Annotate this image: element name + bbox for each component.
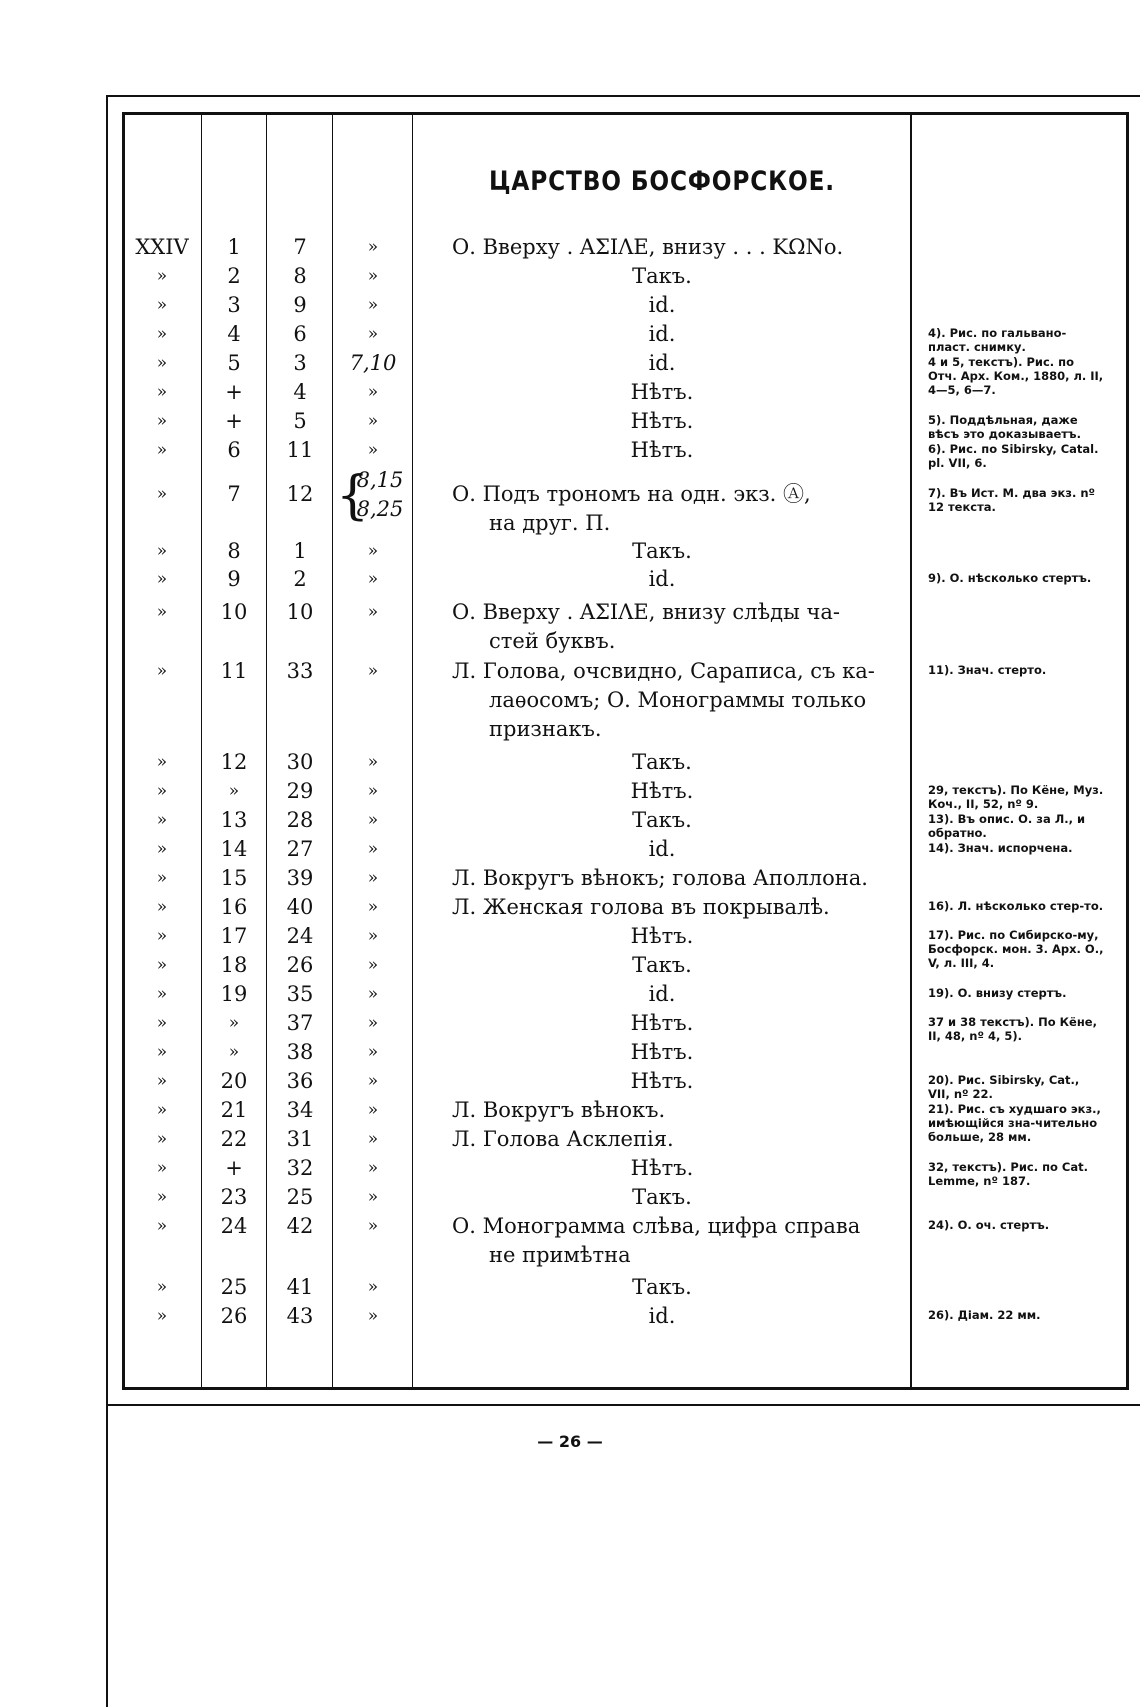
number-cell: 5 xyxy=(227,351,241,375)
description-line: Нѣтъ. xyxy=(630,380,694,404)
footnote-cell: 37 и 38 текстъ). По Кёне, II, 48, nº 4, 5). xyxy=(928,1015,1097,1043)
series-cell: » xyxy=(156,266,168,286)
description-cell xyxy=(452,565,872,594)
table-row xyxy=(0,565,1140,595)
table-row xyxy=(0,1009,1140,1043)
series-cell: » xyxy=(156,484,168,504)
table-row xyxy=(0,1067,1140,1101)
reference-cell: 26 xyxy=(286,953,314,977)
description-cell xyxy=(452,951,872,980)
extra-cell: » xyxy=(367,569,379,589)
series-cell: » xyxy=(156,1277,168,1297)
reference-cell: 35 xyxy=(286,982,314,1006)
extra-cell: » xyxy=(367,1158,379,1178)
table-row xyxy=(0,980,1140,1010)
number-cell: 23 xyxy=(220,1185,248,1209)
description-cell xyxy=(452,835,872,864)
description-line: не примѣтна xyxy=(489,1243,631,1267)
table-row xyxy=(0,1125,1140,1155)
description-line: Такъ. xyxy=(632,1185,692,1209)
reference-cell: 28 xyxy=(286,808,314,832)
description-cell xyxy=(452,291,872,320)
description-line: стей буквъ. xyxy=(489,629,616,653)
table-row xyxy=(0,777,1140,811)
description-line: Л. Голова, очсвидно, Сараписа, съ ка- xyxy=(452,659,875,683)
number-cell: 18 xyxy=(220,953,248,977)
description-line: Л. Женская голова въ покрывалѣ. xyxy=(452,895,830,919)
extra-cell: » xyxy=(367,752,379,772)
description-line: Нѣтъ. xyxy=(630,924,694,948)
description-cell xyxy=(452,1302,872,1331)
series-cell: » xyxy=(156,752,168,772)
number-cell: 16 xyxy=(220,895,248,919)
description-line: Такъ. xyxy=(632,264,692,288)
number-cell: 13 xyxy=(220,808,248,832)
extra-cell: » xyxy=(367,1013,379,1033)
number-cell: 20 xyxy=(220,1069,248,1093)
description-cell xyxy=(452,598,872,656)
outer-border-bottom xyxy=(106,1404,1140,1406)
number-cell: 17 xyxy=(220,924,248,948)
series-cell: » xyxy=(156,897,168,917)
description-cell xyxy=(452,1273,872,1302)
extra-cell: » xyxy=(367,984,379,1004)
reference-cell: 30 xyxy=(286,750,314,774)
number-cell: 15 xyxy=(220,866,248,890)
table-row xyxy=(0,835,1140,865)
extra-cell: » xyxy=(367,382,379,402)
description-line: Нѣтъ. xyxy=(630,1040,694,1064)
reference-cell: 5 xyxy=(293,409,307,433)
reference-cell: 8 xyxy=(293,264,307,288)
series-cell: » xyxy=(156,868,168,888)
description-cell xyxy=(452,980,872,1009)
reference-cell: 37 xyxy=(286,1011,314,1035)
series-cell: » xyxy=(156,984,168,1004)
description-cell xyxy=(452,777,872,806)
page-title: ЦАРСТВО БОСФОРСКОЕ. xyxy=(489,166,835,197)
description-cell xyxy=(452,1183,872,1212)
number-cell: 8 xyxy=(227,539,241,563)
reference-cell: 40 xyxy=(286,895,314,919)
extra-cell: » xyxy=(367,541,379,561)
number-cell: 14 xyxy=(220,837,248,861)
description-cell xyxy=(452,748,872,777)
extra-cell: » xyxy=(367,897,379,917)
reference-cell: 38 xyxy=(286,1040,314,1064)
table-row xyxy=(0,1154,1140,1188)
description-line: О. Подъ трономъ на одн. экз. Ⓐ, xyxy=(452,482,811,506)
reference-cell: 34 xyxy=(286,1098,314,1122)
reference-cell: 7 xyxy=(293,235,307,259)
description-line: Л. Вокругъ вѣнокъ. xyxy=(452,1098,666,1122)
series-cell: » xyxy=(156,1100,168,1120)
description-line: Такъ. xyxy=(632,953,692,977)
description-line: Нѣтъ. xyxy=(630,1011,694,1035)
description-cell xyxy=(452,1096,872,1125)
footnote-cell: 16). Л. нѣсколько стер-то. xyxy=(928,899,1104,913)
description-line: id. xyxy=(648,567,676,591)
series-cell: » xyxy=(156,602,168,622)
description-cell xyxy=(452,1125,872,1154)
description-line: О. Вверху . ΑΣΙΛΕ, внизу слѣды ча- xyxy=(452,600,840,624)
reference-cell: 41 xyxy=(286,1275,314,1299)
reference-cell: 3 xyxy=(293,351,307,375)
extra-cell: » xyxy=(367,661,379,681)
description-cell xyxy=(452,864,872,893)
series-cell: » xyxy=(156,1042,168,1062)
description-line: на друг. П. xyxy=(489,511,611,535)
series-cell: » xyxy=(156,1071,168,1091)
footnote-cell: 32, текстъ). Рис. по Cat. Lemme, nº 187. xyxy=(928,1160,1088,1188)
description-line: id. xyxy=(648,351,676,375)
footnote-cell: 19). О. внизу стертъ. xyxy=(928,986,1067,1000)
extra-cell: » xyxy=(367,1042,379,1062)
table-row xyxy=(0,806,1140,840)
series-cell: » xyxy=(156,1129,168,1149)
description-line: Такъ. xyxy=(632,808,692,832)
table-row xyxy=(0,1302,1140,1332)
extra-cell: » xyxy=(367,781,379,801)
description-line: Нѣтъ. xyxy=(630,1069,694,1093)
footnote-cell: 9). О. нѣсколько стертъ. xyxy=(928,571,1092,585)
extra-cell: » xyxy=(367,810,379,830)
description-cell xyxy=(452,657,875,744)
extra-value: 8,15 xyxy=(356,468,404,492)
number-cell: 19 xyxy=(220,982,248,1006)
extra-cell: » xyxy=(367,868,379,888)
table-row xyxy=(0,893,1140,923)
description-cell xyxy=(452,922,872,951)
series-cell: » xyxy=(156,810,168,830)
table-row xyxy=(0,436,1140,470)
number-cell: 3 xyxy=(227,293,241,317)
footnote-cell: 11). Знач. стерто. xyxy=(928,663,1047,677)
description-cell xyxy=(452,320,872,349)
reference-cell: 25 xyxy=(286,1185,314,1209)
extra-cell: » xyxy=(367,440,379,460)
description-cell xyxy=(452,378,872,407)
footnote-cell: 14). Знач. испорчена. xyxy=(928,841,1073,855)
description-line: Такъ. xyxy=(632,750,692,774)
extra-value: 8,25 xyxy=(356,497,404,521)
extra-cell: 7,10 xyxy=(349,351,397,375)
reference-cell: 36 xyxy=(286,1069,314,1093)
series-cell: » xyxy=(156,1187,168,1207)
footnote-cell: 20). Рис. Sibirsky, Cat., VII, nº 22. xyxy=(928,1073,1080,1101)
page-number: — 26 — xyxy=(537,1432,603,1451)
series-cell: » xyxy=(156,661,168,681)
reference-cell: 43 xyxy=(286,1304,314,1328)
reference-cell: 10 xyxy=(286,600,314,624)
reference-cell: 2 xyxy=(293,567,307,591)
footnote-cell: 5). Поддѣльная, даже вѣсъ это доказываетъ. xyxy=(928,413,1081,441)
description-line: О. Вверху . ΑΣΙΛΕ, внизу . . . ΚΩΝο. xyxy=(452,235,844,259)
description-line: Нѣтъ. xyxy=(630,1156,694,1180)
description-line: Такъ. xyxy=(632,539,692,563)
table-row xyxy=(0,1038,1140,1068)
number-cell: » xyxy=(228,1042,240,1062)
number-cell: + xyxy=(225,380,243,404)
description-line: лаѳосомъ; О. Монограммы только xyxy=(489,688,867,712)
description-cell xyxy=(452,436,872,465)
number-cell: 9 xyxy=(227,567,241,591)
number-cell: 1 xyxy=(227,235,241,259)
description-cell xyxy=(452,480,872,538)
reference-cell: 32 xyxy=(286,1156,314,1180)
extra-cell: » xyxy=(367,266,379,286)
table-row xyxy=(0,291,1140,321)
description-cell xyxy=(452,1067,872,1096)
footnote-cell: 29, текстъ). По Кёне, Муз. Коч., II, 52, nº 9. xyxy=(928,783,1104,811)
description-cell xyxy=(452,1009,872,1038)
description-line: Нѣтъ. xyxy=(630,779,694,803)
footnote-cell: 13). Въ опис. О. за Л., и обратно. xyxy=(928,812,1086,840)
description-line: признакъ. xyxy=(489,717,602,741)
reference-cell: 11 xyxy=(286,438,314,462)
reference-cell: 42 xyxy=(286,1214,314,1238)
table-row xyxy=(0,378,1140,408)
footnote-cell: 6). Рис. по Sibirsky, Catal. pl. VII, 6. xyxy=(928,442,1099,470)
series-cell: » xyxy=(156,295,168,315)
footnote-cell: 17). Рис. по Сибирско-му, Босфорск. мон. 3. Арх. О., V, л. III, 4. xyxy=(928,928,1104,970)
table-row xyxy=(0,864,1140,894)
footnote-cell: 7). Въ Ист. М. два экз. nº 12 текста. xyxy=(928,486,1096,514)
description-cell xyxy=(452,1038,872,1067)
reference-cell: 27 xyxy=(286,837,314,861)
series-cell: » xyxy=(156,411,168,431)
description-cell xyxy=(452,1212,872,1270)
footnote-cell: 4). Рис. по гальвано-пласт. снимку. xyxy=(928,326,1067,354)
reference-cell: 33 xyxy=(286,659,314,683)
extra-cell: » xyxy=(367,411,379,431)
number-cell: 4 xyxy=(227,322,241,346)
number-cell: + xyxy=(225,1156,243,1180)
extra-cell: » xyxy=(367,1129,379,1149)
table-row xyxy=(0,466,1140,535)
extra-cell: » xyxy=(367,1306,379,1326)
description-line: id. xyxy=(648,293,676,317)
series-cell: » xyxy=(156,1013,168,1033)
footnote-cell: 26). Діам. 22 мм. xyxy=(928,1308,1041,1322)
extra-cell: » xyxy=(367,1100,379,1120)
number-cell: 7 xyxy=(227,482,241,506)
description-cell xyxy=(452,233,872,262)
series-cell: XXIV xyxy=(135,235,189,259)
inner-border-top xyxy=(122,112,1129,115)
description-line: id. xyxy=(648,837,676,861)
reference-cell: 9 xyxy=(293,293,307,317)
reference-cell: 4 xyxy=(293,380,307,404)
number-cell: + xyxy=(225,409,243,433)
description-cell xyxy=(452,262,872,291)
extra-cell: » xyxy=(367,1277,379,1297)
number-cell: 21 xyxy=(220,1098,248,1122)
table-row xyxy=(0,657,1140,741)
series-cell: » xyxy=(156,839,168,859)
extra-cell: » xyxy=(367,237,379,257)
reference-cell: 39 xyxy=(286,866,314,890)
reference-cell: 1 xyxy=(293,539,307,563)
description-cell xyxy=(452,893,872,922)
table-row xyxy=(0,233,1140,263)
extra-cell: » xyxy=(367,324,379,344)
description-cell xyxy=(452,537,872,566)
extra-cell: » xyxy=(367,1216,379,1236)
footnote-cell: 4 и 5, текстъ). Рис. по Отч. Арх. Ком., 1880, л. II, 4—5, 6—7. xyxy=(928,355,1104,397)
footnote-cell: 24). О. оч. стертъ. xyxy=(928,1218,1050,1232)
reference-cell: 24 xyxy=(286,924,314,948)
number-cell: 11 xyxy=(220,659,248,683)
description-line: id. xyxy=(648,322,676,346)
extra-cell: » xyxy=(367,955,379,975)
series-cell: » xyxy=(156,440,168,460)
brace-mark: { xyxy=(336,466,370,526)
series-cell: » xyxy=(156,955,168,975)
table-row xyxy=(0,537,1140,567)
description-cell xyxy=(452,349,872,378)
number-cell: 10 xyxy=(220,600,248,624)
series-cell: » xyxy=(156,1216,168,1236)
series-cell: » xyxy=(156,353,168,373)
reference-cell: 6 xyxy=(293,322,307,346)
extra-cell: » xyxy=(367,926,379,946)
series-cell: » xyxy=(156,781,168,801)
extra-cell: » xyxy=(367,602,379,622)
extra-cell: » xyxy=(367,1071,379,1091)
description-cell xyxy=(452,407,872,436)
number-cell: 6 xyxy=(227,438,241,462)
extra-cell-pair xyxy=(350,466,410,524)
extra-cell: » xyxy=(367,839,379,859)
series-cell: » xyxy=(156,324,168,344)
number-cell: 22 xyxy=(220,1127,248,1151)
description-cell xyxy=(452,806,872,835)
outer-border-top xyxy=(106,95,1140,97)
description-line: id. xyxy=(648,982,676,1006)
number-cell: 2 xyxy=(227,264,241,288)
series-cell: » xyxy=(156,382,168,402)
number-cell: » xyxy=(228,781,240,801)
table-row xyxy=(0,1273,1140,1303)
series-cell: » xyxy=(156,541,168,561)
series-cell: » xyxy=(156,1306,168,1326)
number-cell: 24 xyxy=(220,1214,248,1238)
series-cell: » xyxy=(156,569,168,589)
series-cell: » xyxy=(156,1158,168,1178)
inner-border-bottom xyxy=(122,1387,1129,1390)
description-line: Л. Голова Асклепія. xyxy=(452,1127,674,1151)
table-row xyxy=(0,598,1140,653)
number-cell: 25 xyxy=(220,1275,248,1299)
description-line: Л. Вокругъ вѣнокъ; голова Аполлона. xyxy=(452,866,868,890)
extra-cell: » xyxy=(367,295,379,315)
number-cell: » xyxy=(228,1013,240,1033)
number-cell: 26 xyxy=(220,1304,248,1328)
footnote-cell: 21). Рис. съ худшаго экз., имѣющійся зна-чительно больше, 28 мм. xyxy=(928,1102,1101,1144)
reference-cell: 12 xyxy=(286,482,314,506)
description-cell xyxy=(452,1154,872,1183)
description-line: Нѣтъ. xyxy=(630,409,694,433)
number-cell: 12 xyxy=(220,750,248,774)
description-line: О. Монограмма слѣва, цифра справа xyxy=(452,1214,861,1238)
table-row xyxy=(0,951,1140,981)
table-row xyxy=(0,262,1140,292)
description-line: Такъ. xyxy=(632,1275,692,1299)
series-cell: » xyxy=(156,926,168,946)
table-row xyxy=(0,748,1140,778)
reference-cell: 29 xyxy=(286,779,314,803)
reference-cell: 31 xyxy=(286,1127,314,1151)
table-row xyxy=(0,320,1140,354)
extra-cell: » xyxy=(367,1187,379,1207)
table-row xyxy=(0,407,1140,441)
description-line: id. xyxy=(648,1304,676,1328)
table-row xyxy=(0,1212,1140,1267)
description-line: Нѣтъ. xyxy=(630,438,694,462)
table-row xyxy=(0,1183,1140,1213)
